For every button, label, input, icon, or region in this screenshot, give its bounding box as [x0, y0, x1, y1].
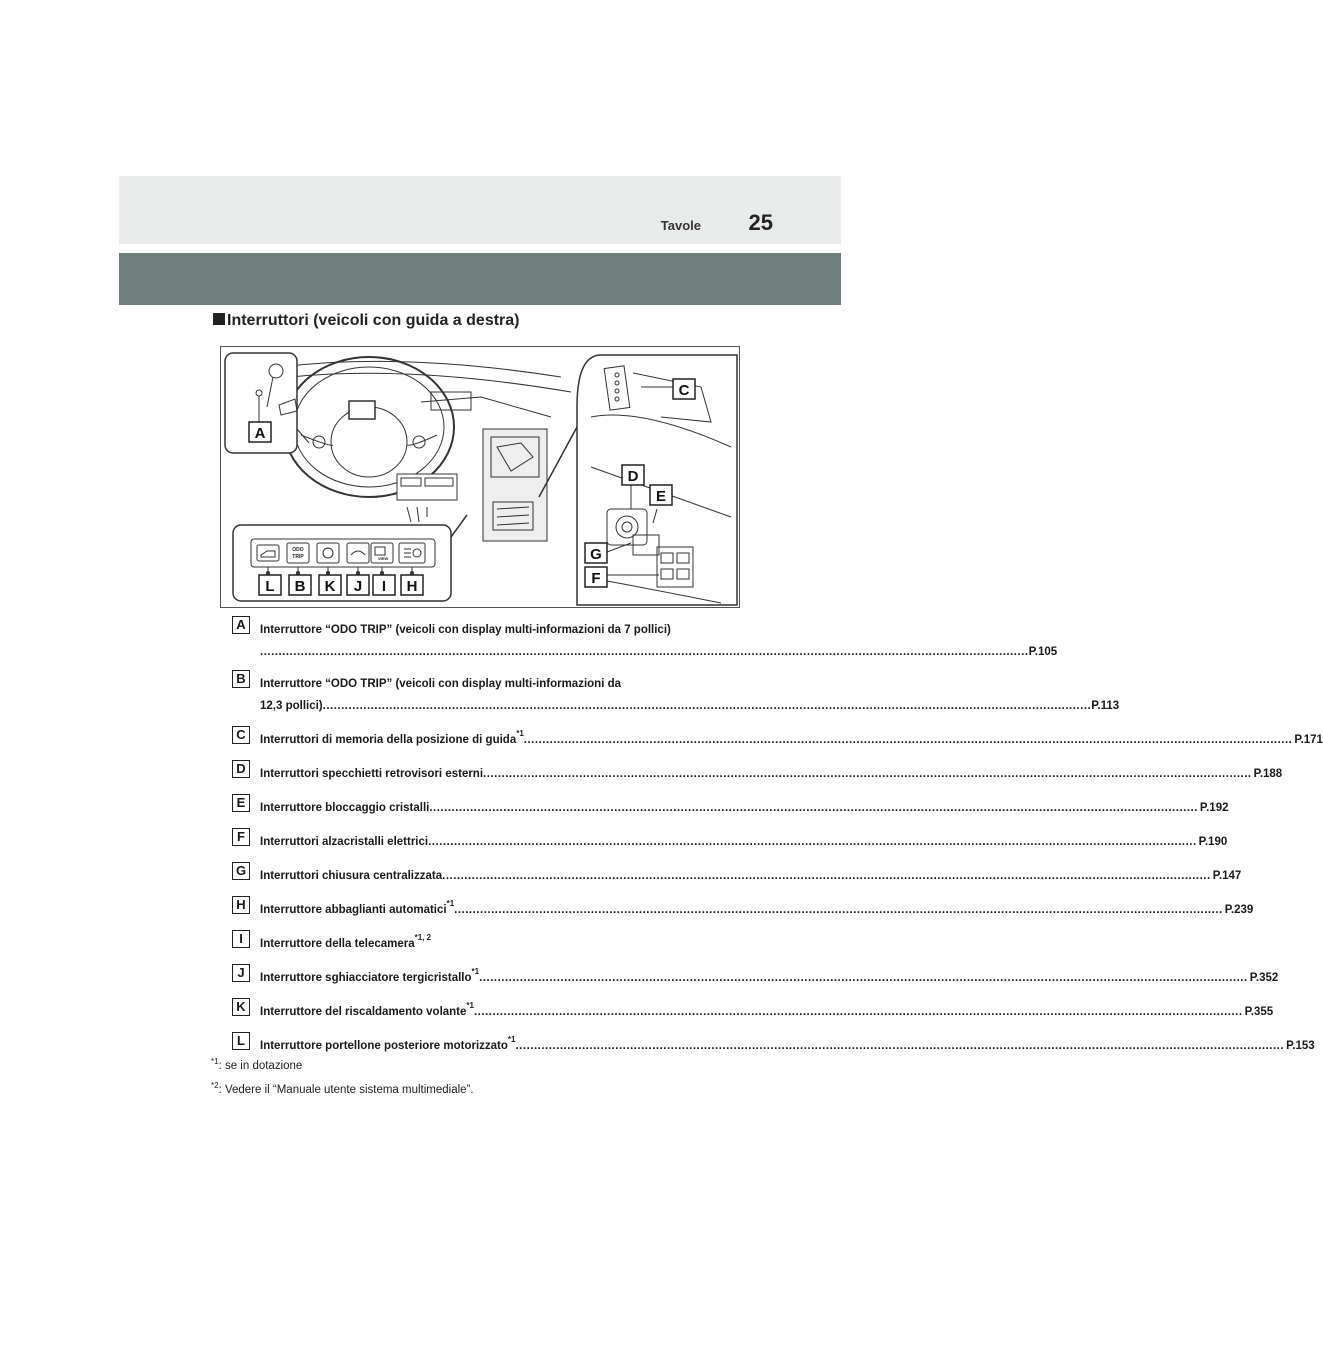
page-ref-link[interactable]: P.355: [1244, 1006, 1274, 1018]
legend-text: Interruttore abbaglianti automatici: [260, 904, 447, 916]
legend-text: Interruttori alzacristalli elettrici: [260, 836, 429, 848]
legend-text: Interruttore del riscaldamento volante: [260, 1006, 467, 1018]
callout-H: H: [406, 578, 418, 595]
page-ref-link[interactable]: P.153: [1286, 1040, 1315, 1052]
page-ref-link[interactable]: P.188: [1253, 768, 1283, 780]
legend-letter: B: [232, 670, 250, 688]
footnote-mark: *2: [211, 1081, 219, 1090]
legend-letter: K: [232, 998, 250, 1016]
legend-line: [260, 1035, 1315, 1052]
legend-line: [260, 802, 1229, 814]
footnote-mark: *1: [211, 1057, 219, 1066]
callout-L: L: [265, 578, 275, 595]
legend-text: Interruttore portellone posteriore motorizzato: [260, 1040, 508, 1052]
legend-text: Interruttori chiusura centralizzata: [260, 870, 443, 882]
footnote-mark: *1: [446, 899, 455, 908]
leader-dots: [515, 1040, 1284, 1052]
callout-G: G: [590, 546, 602, 563]
legend-line: [260, 768, 1283, 780]
legend-letter: L: [232, 1032, 250, 1050]
footnote-text: : Vedere il “Manuale utente sistema multimediale”.: [218, 1084, 474, 1096]
leader-dots: [483, 768, 1252, 780]
legend-letter: F: [232, 828, 250, 846]
legend-text-cont: 12,3 pollici): [260, 700, 323, 712]
legend-text: Interruttori di memoria della posizione di guida: [260, 734, 517, 746]
legend-text: Interruttore “ODO TRIP” (veicoli con display multi-informazioni da 7 pollici): [260, 624, 671, 636]
switches-illustration: [220, 346, 740, 608]
footnote-mark: *1: [507, 1035, 516, 1044]
view-label: VIEW: [377, 556, 389, 561]
page-header: [119, 176, 841, 244]
page-ref-link[interactable]: P.192: [1199, 802, 1229, 814]
footnote-mark: *1: [466, 1001, 474, 1010]
legend-text: Interruttori specchietti retrovisori esterni: [260, 768, 484, 780]
legend-line: [260, 729, 1323, 746]
footnote-1: [211, 1057, 303, 1072]
legend-text: Interruttore bloccaggio cristalli: [260, 802, 430, 814]
page-ref-link[interactable]: P.239: [1224, 904, 1254, 916]
leader-dots: [454, 904, 1223, 916]
legend-letter: J: [232, 964, 250, 982]
legend-line: [260, 899, 1254, 916]
heading-text: Interruttori (veicoli con guida a destra): [227, 312, 520, 329]
page-number: 25: [748, 210, 773, 235]
leader-dots: [429, 802, 1198, 814]
callout-I: I: [381, 578, 387, 595]
leader-dots: [474, 1006, 1243, 1018]
footnote-mark: *1, 2: [414, 933, 432, 942]
footnote-mark: *1: [516, 729, 524, 738]
callout-B: B: [294, 578, 306, 595]
footnote-mark: *1: [471, 967, 480, 976]
heading-bullet-icon: [213, 313, 225, 325]
legend-text: Interruttore della telecamera: [260, 938, 415, 950]
legend-text: Interruttore sghiacciatore tergicristallo: [260, 972, 472, 984]
page-ref-link[interactable]: P.105: [1028, 646, 1058, 658]
trip-label: TRIP: [292, 554, 304, 560]
callout-C: C: [678, 382, 690, 399]
page-ref-link[interactable]: P.113: [1091, 700, 1120, 712]
callout-E: E: [655, 488, 667, 505]
page-ref-link[interactable]: P.352: [1249, 972, 1279, 984]
leader-dots: [479, 972, 1248, 984]
leader-dots: [442, 870, 1211, 882]
leader-dots: [428, 836, 1197, 848]
legend-letter: H: [232, 896, 250, 914]
leader-dots: [524, 734, 1293, 746]
legend-letter: A: [232, 616, 250, 634]
legend-line: [260, 1001, 1274, 1018]
legend-text: Interruttore “ODO TRIP” (veicoli con display multi-informazioni da: [260, 678, 622, 690]
legend-dotline: [260, 700, 1120, 712]
legend-letter: D: [232, 760, 250, 778]
dashboard-illustration: [221, 347, 739, 607]
footnote-2: [211, 1081, 474, 1096]
odo-label: ODO: [292, 547, 304, 553]
legend-line: [260, 836, 1228, 848]
page-ref-link[interactable]: P.171: [1294, 734, 1323, 746]
leader-dots: [323, 700, 1092, 712]
legend-item-A: [232, 616, 1058, 658]
section-heading: [213, 312, 520, 330]
page-ref-link[interactable]: P.147: [1212, 870, 1242, 882]
callout-K: K: [324, 578, 336, 595]
legend-letter: I: [232, 930, 250, 948]
legend-dotline: [260, 646, 1058, 658]
footnote-text: : se in dotazione: [218, 1060, 303, 1072]
legend-item-B: [232, 670, 1120, 712]
legend-line: [260, 933, 722, 950]
header-band: [119, 253, 841, 305]
legend-letter: C: [232, 726, 250, 744]
callout-D: D: [627, 468, 639, 485]
callout-A: A: [254, 425, 266, 442]
section-title: Tavole: [660, 218, 701, 233]
legend-letter: E: [232, 794, 250, 812]
page-ref-link[interactable]: P.190: [1198, 836, 1228, 848]
legend-letter: G: [232, 862, 250, 880]
callout-F: F: [591, 570, 601, 587]
legend-line: [260, 870, 1242, 882]
callout-J: J: [353, 578, 363, 595]
leader-dots: [260, 646, 1029, 658]
legend-line: [260, 967, 1279, 984]
